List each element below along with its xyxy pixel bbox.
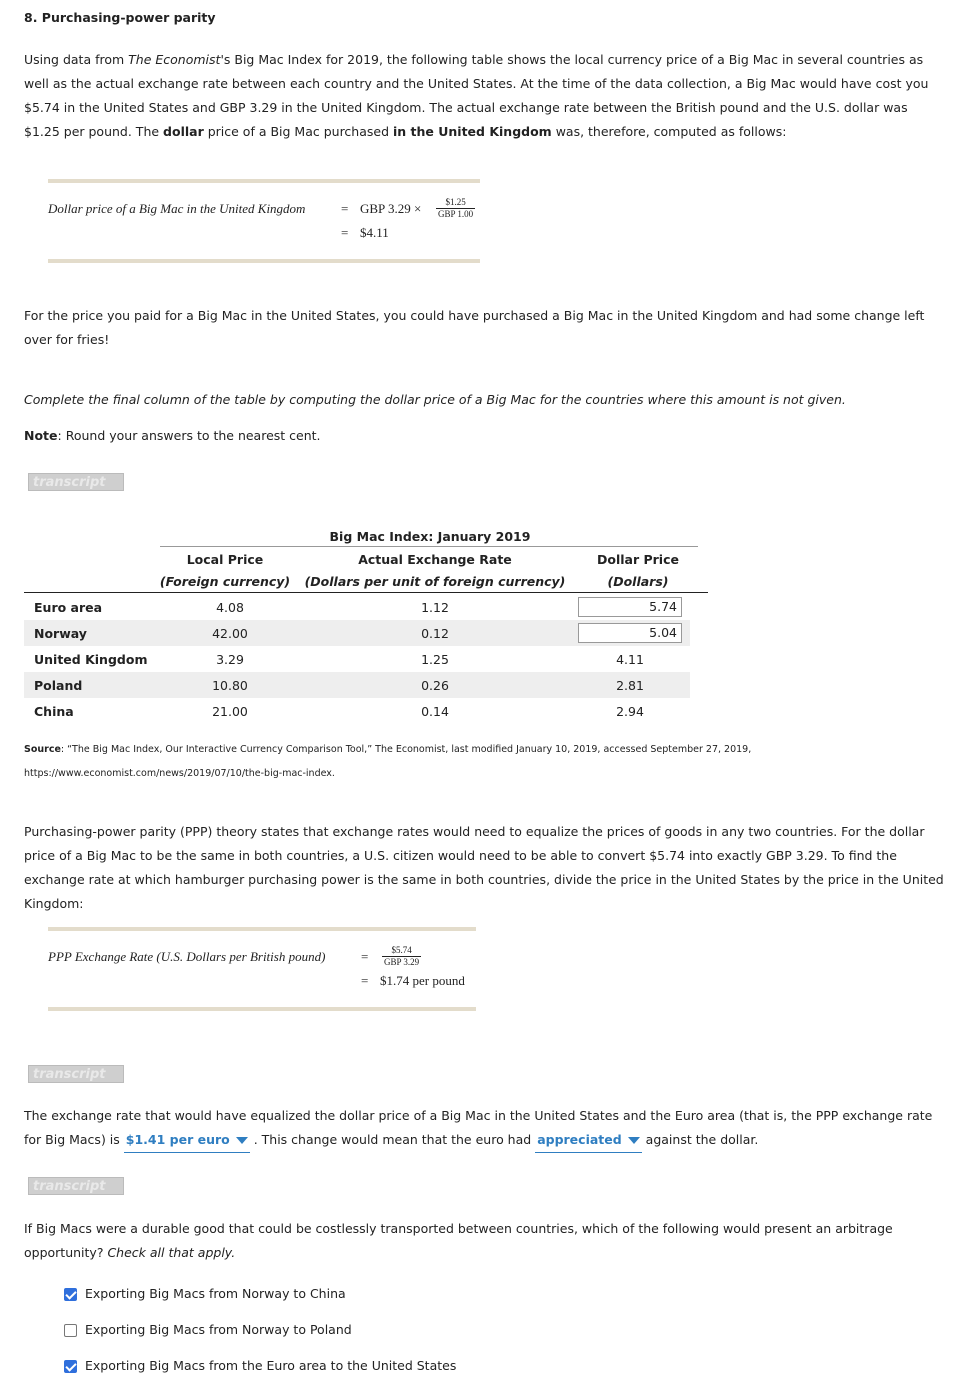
- option-euro-us[interactable]: Exporting Big Macs from the Euro area to the United States: [64, 1354, 456, 1378]
- checkbox-unchecked-icon[interactable]: [64, 1324, 77, 1337]
- table-row: [24, 620, 690, 646]
- ppp-equation-label: PPP Exchange Rate (U.S. Dollars per British pound): [48, 949, 326, 964]
- country-cell: Norway: [24, 620, 160, 646]
- appreciation-dropdown[interactable]: appreciated: [535, 1128, 642, 1153]
- option-norway-poland[interactable]: Exporting Big Macs from Norway to Poland: [64, 1318, 352, 1342]
- ppp-equation: [48, 927, 476, 1011]
- country-cell: United Kingdom: [34, 651, 148, 667]
- equals-sign-2: =: [361, 973, 369, 988]
- country-cell: China: [34, 703, 74, 719]
- source-citation: Source: “The Big Mac Index, Our Interactive Currency Comparison Tool,” The Economist, last modified January 10, 2019, accessed September 27, 2019, https://www.economist.com/news/2019/07/10/the-big-mac-index.: [24, 744, 752, 779]
- arbitrage-question: If Big Macs were a durable good that could be costlessly transported between countries, which of the following would present an arbitrage opportunity? Check all that apply.: [24, 1221, 893, 1260]
- intro-paragraph: Using data from The Economist's Big Mac Index for 2019, the following table shows the local currency price of a Big Mac in several countries as well as the actual exchange rate between each country and the United States. At the time of the data collection, a Big Mac would have cost you $5.74 in the United States and GBP 3.29 in the United Kingdom. The actual exchange rate between the British pound and the U.S. dollar was $1.25 per pound. The dollar price of a Big Mac purchased in the United Kingdom was, therefore, computed as follows:: [24, 52, 929, 139]
- col-local-header: Local Price: [186, 552, 264, 567]
- rate-fraction: $1.25 GBP 1.00: [438, 197, 474, 219]
- checkbox-checked-icon[interactable]: [64, 1288, 77, 1301]
- chevron-down-icon: [628, 1137, 640, 1144]
- ppp-rate-dropdown[interactable]: $1.41 per euro: [124, 1128, 250, 1153]
- table-row: [24, 594, 690, 620]
- col-rate-header: Actual Exchange Rate: [358, 552, 512, 567]
- table-header-rule: [24, 592, 708, 593]
- transcript-button-3[interactable]: transcript: [28, 1177, 124, 1195]
- ppp-fraction: $5.74 GBP 3.29: [384, 945, 420, 967]
- equation-result: $4.11: [360, 225, 389, 240]
- checkbox-checked-icon[interactable]: [64, 1360, 77, 1373]
- table-title: Big Mac Index: January 2019: [329, 529, 531, 544]
- table-row: [24, 672, 690, 698]
- equals-sign: =: [361, 949, 369, 964]
- transcript-button-2[interactable]: transcript: [28, 1065, 124, 1083]
- local-price-cell: 4.08: [216, 599, 244, 615]
- rate-cell: 0.26: [300, 672, 570, 698]
- col-rate-subheader: (Dollars per unit of foreign currency): [304, 574, 566, 589]
- ppp-result: $1.74 per pound: [380, 973, 465, 988]
- dollar-price-cell: 4.11: [616, 651, 644, 667]
- table-row: [24, 646, 690, 672]
- dollar-price-input-euro[interactable]: 5.74: [578, 597, 682, 617]
- dollar-price-cell: 2.94: [616, 703, 644, 719]
- local-price-cell: 10.80: [160, 672, 300, 698]
- ppp-paragraph: Purchasing-power parity (PPP) theory states that exchange rates would need to equalize the prices of goods in any two countries. For the dollar price of a Big Mac to be the same in both countries, a U.S. citizen would need to be able to convert $5.74 into exactly GBP 3.29. To find the exchange rate at which hamburger purchasing power is the same in both countries, divide the price in the United States by the price in the United Kingdom:: [24, 824, 944, 911]
- equals-sign-2: =: [341, 225, 349, 240]
- equation-lhs: GBP 3.29 ×: [360, 201, 422, 216]
- table-row: [24, 698, 690, 724]
- dollar-price-input-norway[interactable]: 5.04: [578, 623, 682, 643]
- local-price-cell: 21.00: [212, 703, 248, 719]
- note-text: Note: Round your answers to the nearest cent.: [24, 428, 321, 443]
- country-cell: Poland: [24, 672, 160, 698]
- country-cell: Euro area: [34, 599, 103, 615]
- equation-label: Dollar price of a Big Mac in the United Kingdom: [48, 201, 306, 216]
- source-url: https://www.economist.com/news/2019/07/10/the-big-mac-index.: [24, 768, 335, 779]
- col-dollar-header: Dollar Price: [597, 552, 679, 567]
- instruction-text: Complete the final column of the table by computing the dollar price of a Big Mac for the countries where this amount is not given.: [24, 392, 846, 407]
- big-mac-table: [24, 594, 690, 724]
- dollar-price-cell: 2.81: [570, 672, 690, 698]
- table-title-rule: [160, 546, 698, 547]
- rate-cell: 1.25: [421, 651, 449, 667]
- equals-sign: =: [341, 201, 349, 216]
- col-dollar-subheader: (Dollars): [607, 574, 669, 589]
- local-price-cell: 3.29: [216, 651, 244, 667]
- local-price-cell: 42.00: [160, 620, 300, 646]
- rate-cell: 0.12: [300, 620, 570, 646]
- section-title: 8. Purchasing-power parity: [24, 10, 216, 25]
- rate-cell: 0.14: [421, 703, 449, 719]
- euro-ppp-question: The exchange rate that would have equalized the dollar price of a Big Mac in the United States and the Euro area (that is, the PPP exchange rate for Big Macs) is $1.41 per euro . This change would mean that the euro had appreciated against the dollar.: [24, 1104, 944, 1153]
- fries-paragraph: For the price you paid for a Big Mac in the United States, you could have purchased a Big Mac in the United Kingdom and had some change left over for fries!: [24, 308, 925, 347]
- uk-dollar-price-equation: [48, 179, 480, 263]
- transcript-button-1[interactable]: transcript: [28, 473, 124, 491]
- option-norway-china[interactable]: Exporting Big Macs from Norway to China: [64, 1282, 346, 1306]
- chevron-down-icon: [236, 1137, 248, 1144]
- col-local-subheader: (Foreign currency): [159, 574, 291, 589]
- rate-cell: 1.12: [421, 599, 449, 615]
